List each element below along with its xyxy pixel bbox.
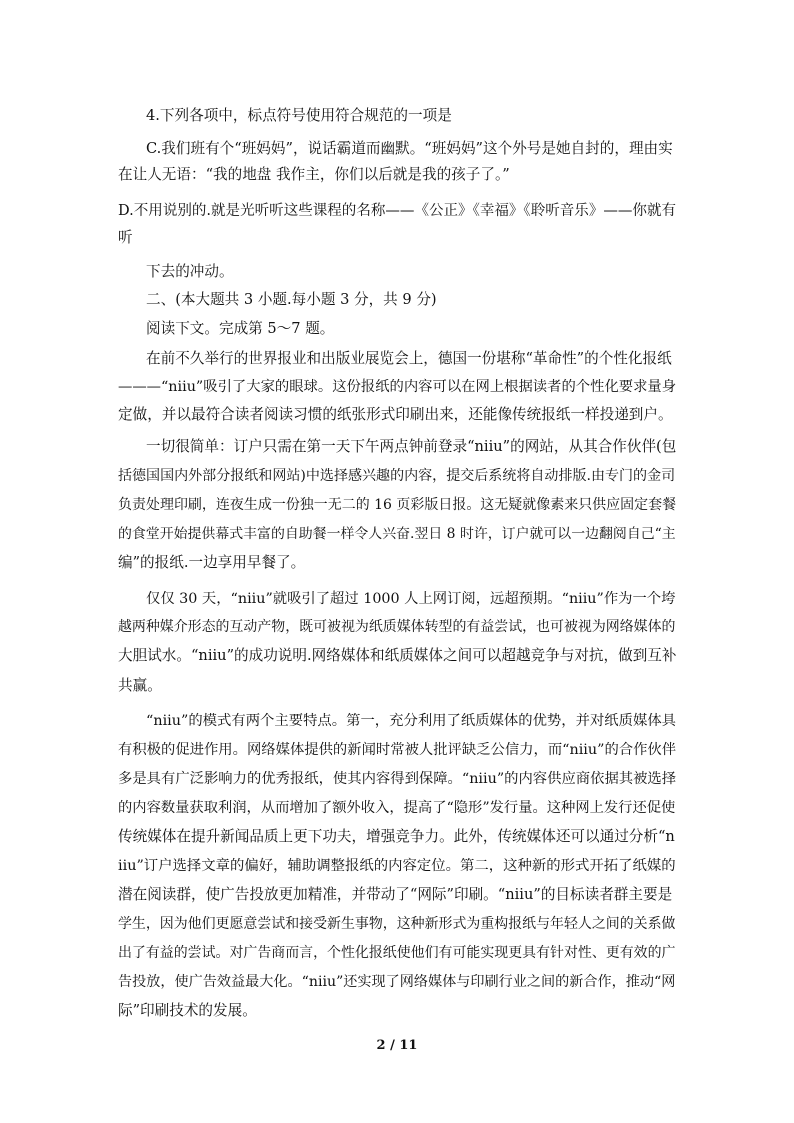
paragraph-4-line-3: 多是具有广泛影响力的优秀报纸，使其内容得到保障。“niiu”的内容供应商依据其被选择 — [118, 771, 677, 787]
paragraph-3-line-2: 越两种媒介形态的互动产物，既可被视为纸质媒体转型的有益尝试，也可被视为网络媒体的 — [118, 619, 676, 635]
paragraph-4-line-8: 学生，因为他们更愿意尝试和接受新生事物，这种新形式为重构报纸与年轻人之间的关系做 — [118, 916, 676, 932]
paragraph-4-line-1: “niiu”的模式有两个主要特点。第一，充分利用了纸质媒体的优势，并对纸质媒体具 — [146, 713, 677, 729]
paragraph-2-line-2: 括德国国内外部分报纸和网站)中选择感兴趣的内容，提交后系统将自动排版.由专门的金司 — [118, 468, 676, 484]
paragraph-4-line-7: 潜在阅读群，使广告投放更加精准，并带动了“网际”印刷。“niiu”的目标读者群主要是 — [118, 886, 673, 903]
paragraph-4-line-5: 传统媒体在提升新闻品质上更下功夫，增强竞争力。此外，传统媒体还可以通过分析“n — [118, 828, 675, 845]
paragraph-2-line-3: 负责处理印刷，连夜生成一份独一无二的 16 页彩版日报。这无疑就像素来只供应固定套餐 — [118, 497, 677, 513]
paragraph-4-line-9: 出了有益的尝试。对广告商而言，个性化报纸使他们有可能实现更具有针对性、更有效的广 — [118, 945, 676, 961]
paragraph-3-line-3: 大胆试水。“niiu”的成功说明.网络媒体和纸质媒体之间可以超越竞争与对抗，做到互补 — [118, 647, 677, 664]
option-d-line-2: 听 — [118, 229, 133, 246]
paragraph-1-line-3: 定做，并以最符合读者阅读习惯的纸张形式印刷出来，还能像传统报纸一样投递到户。 — [118, 406, 673, 423]
paragraph-4-line-11: 际”印刷技术的发展。 — [118, 1002, 257, 1019]
paragraph-4-line-2: 有积极的促进作用。网络媒体提供的新闻时常被人批评缺乏公信力，而“niiu”的合作伙伴 — [118, 742, 677, 758]
paragraph-2-line-4: 的食堂开始提供幕式丰富的自助餐一样令人兴奋.翌日 8 时许，订户就可以一边翻阅自己“主 — [118, 526, 676, 542]
paragraph-4-line-10: 告投放，使广告效益最大化。“niiu”还实现了网络媒体与印刷行业之间的新合作，推动“网 — [118, 974, 676, 990]
paragraph-3-line-4: 共赢。 — [118, 677, 162, 694]
reading-instruction: 阅读下文。完成第 5～7 题。 — [146, 320, 335, 337]
paragraph-3-line-1: 仅仅 30 天，“niiu”就吸引了超过 1000 人上网订阅，远超预期。“niiu”作为一个垮 — [146, 591, 676, 607]
paragraph-1-line-2: ———“niiu”吸引了大家的眼球。这份报纸的内容可以在网上根据读者的个性化要求量身 — [118, 379, 677, 395]
section-heading: 二、(本大题共 3 小题.每小题 3 分，共 9 分) — [146, 291, 437, 308]
option-d-line-1: D.不用说别的.就是光听听这些课程的名称——《公正》《幸福》《聆听音乐》——你就有 — [118, 203, 677, 219]
paragraph-2-line-5: 编”的报纸.一边享用早餐了。 — [118, 554, 306, 571]
paragraph-1-line-1: 在前不久举行的世界报业和出版业展览会上，德国一份堪称“革命性”的个性化报纸 — [146, 350, 672, 367]
question-4-stem: 4.下列各项中，标点符号使用符合规范的一项是 — [146, 107, 452, 124]
option-c-line-1: C.我们班有个“班妈妈”，说话霸道而幽默。“班妈妈”这个外号是她自封的，理由实 — [146, 140, 673, 157]
paragraph-4-line-6: iiu”订户选择文章的偏好，辅助调整报纸的内容定位。第二，这种新的形式开拓了纸媒的 — [118, 858, 676, 874]
page-number: 2 / 11 — [376, 1038, 418, 1053]
option-c-line-2: 在让人无语：“我的地盘 我作主，你们以后就是我的孩子了。” — [118, 166, 510, 183]
paragraph-2-line-1: 一切很简单：订户只需在第一天下午两点钟前登录“niiu”的网站，从其合作伙伴(包 — [146, 438, 677, 455]
paragraph-4-line-4: 的内容数量获取利润，从而增加了额外收入，提高了“隐形”发行量。这种网上发行还促使 — [118, 800, 676, 816]
option-d-line-3: 下去的冲动。 — [146, 263, 234, 280]
